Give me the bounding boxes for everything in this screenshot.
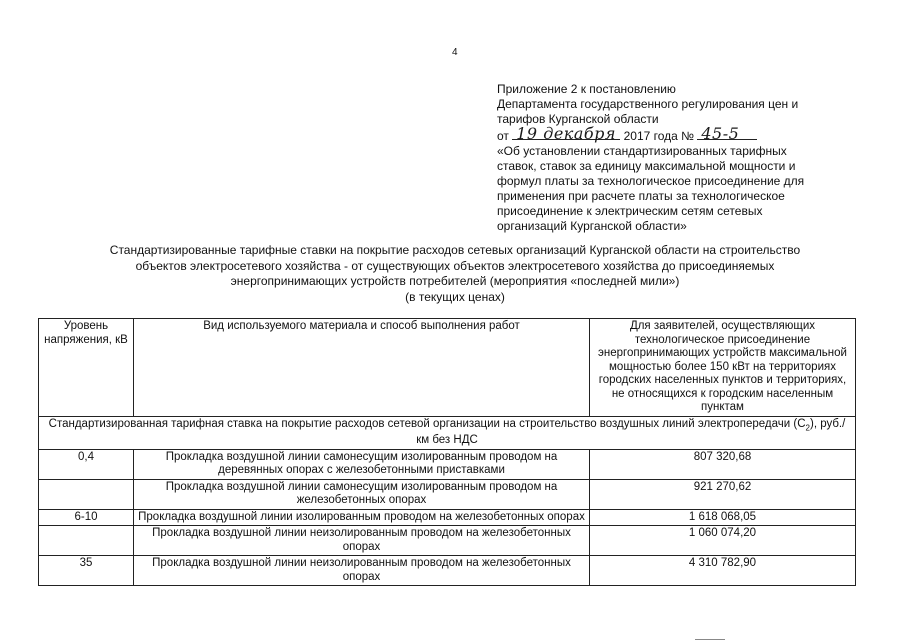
cell-method: Прокладка воздушной линии неизолированным проводом на железобетонных опорах [134, 556, 590, 586]
date-field [512, 124, 620, 143]
appendix-line: тарифов Курганской области [497, 112, 659, 126]
cell-method: Прокладка воздушной линии самонесущим изолированным проводом на деревянных опорах с железобетонными приставками [134, 449, 590, 479]
page-number: 4 [452, 47, 458, 58]
date-suffix: 2017 года № [623, 129, 695, 143]
cell-voltage [39, 526, 134, 556]
handwritten-date: 19 декабря [516, 124, 616, 143]
cell-value: 1 060 074,20 [590, 526, 856, 556]
title-line: энергопринимающих устройств потребителей (мероприятия «последней мили») [230, 274, 680, 288]
document-title [60, 243, 850, 305]
tariff-table [38, 318, 856, 586]
header-applicants: Для заявителей, осуществляющих технологическое присоединение энергопринимающих устройств максимальной мощностью более 150 кВт на территориях городских населенных пунктов и территориях, не относящихся к городским населенным пунктам [590, 319, 856, 417]
cell-method: Прокладка воздушной линии самонесущим изолированным проводом на железобетонных опорах [134, 479, 590, 509]
appendix-line: Приложение 2 к постановлению [497, 82, 676, 96]
title-line: объектов электросетевого хозяйства - от существующих объектов электросетевого хозяйства до присоединяемых [135, 258, 775, 273]
cell-voltage: 0,4 [39, 449, 134, 479]
date-prefix: от [497, 129, 509, 143]
appendix-desc-line: организаций Курганской области» [497, 219, 687, 233]
appendix-block [497, 82, 842, 234]
cell-voltage: 35 [39, 556, 134, 586]
appendix-desc-line: «Об установлении стандартизированных тарифных [497, 144, 787, 158]
cell-voltage [39, 479, 134, 509]
cell-voltage: 6-10 [39, 509, 134, 526]
cell-value: 807 320,68 [590, 449, 856, 479]
table-row [39, 509, 856, 526]
title-line: Стандартизированные тарифные ставки на покрытие расходов сетевых организаций Курганской области на строительство [109, 243, 801, 257]
appendix-line: Департамента государственного регулирования цен и [497, 97, 799, 111]
table-row [39, 556, 856, 586]
cell-method: Прокладка воздушной линии неизолированным проводом на железобетонных опорах [134, 526, 590, 556]
header-method: Вид используемого материала и способ выполнения работ [134, 319, 590, 417]
cell-value: 4 310 782,90 [590, 556, 856, 586]
section-title: Стандартизированная тарифная ставка на покрытие расходов сетевой организации на строительство воздушных линий электропередачи $(C_2)$, руб./км без НДС [39, 416, 856, 449]
number-field [697, 124, 757, 143]
table-header-row [39, 319, 856, 417]
cell-method: Прокладка воздушной линии изолированным проводом на железобетонных опорах [134, 509, 590, 526]
title-line: (в текущих ценах) [405, 289, 505, 304]
table-row [39, 449, 856, 479]
header-voltage: Уровень напряжения, кВ [39, 319, 134, 417]
appendix-date-line [497, 124, 842, 144]
handwritten-number: 45-5 [701, 124, 740, 143]
appendix-desc-line: присоединение к электрическим сетям сетевых [497, 204, 763, 218]
cell-value: 921 270,62 [590, 479, 856, 509]
scan-mark [695, 634, 725, 640]
table-row [39, 479, 856, 509]
appendix-desc-line: формул платы за технологическое присоединение для [497, 174, 805, 188]
table-row [39, 526, 856, 556]
appendix-desc-line: применения при расчете платы за технологическое [497, 189, 785, 203]
appendix-desc-line: ставок, ставок за единицу максимальной мощности и [497, 159, 796, 173]
cell-value: 1 618 068,05 [590, 509, 856, 526]
section-row [39, 416, 856, 449]
